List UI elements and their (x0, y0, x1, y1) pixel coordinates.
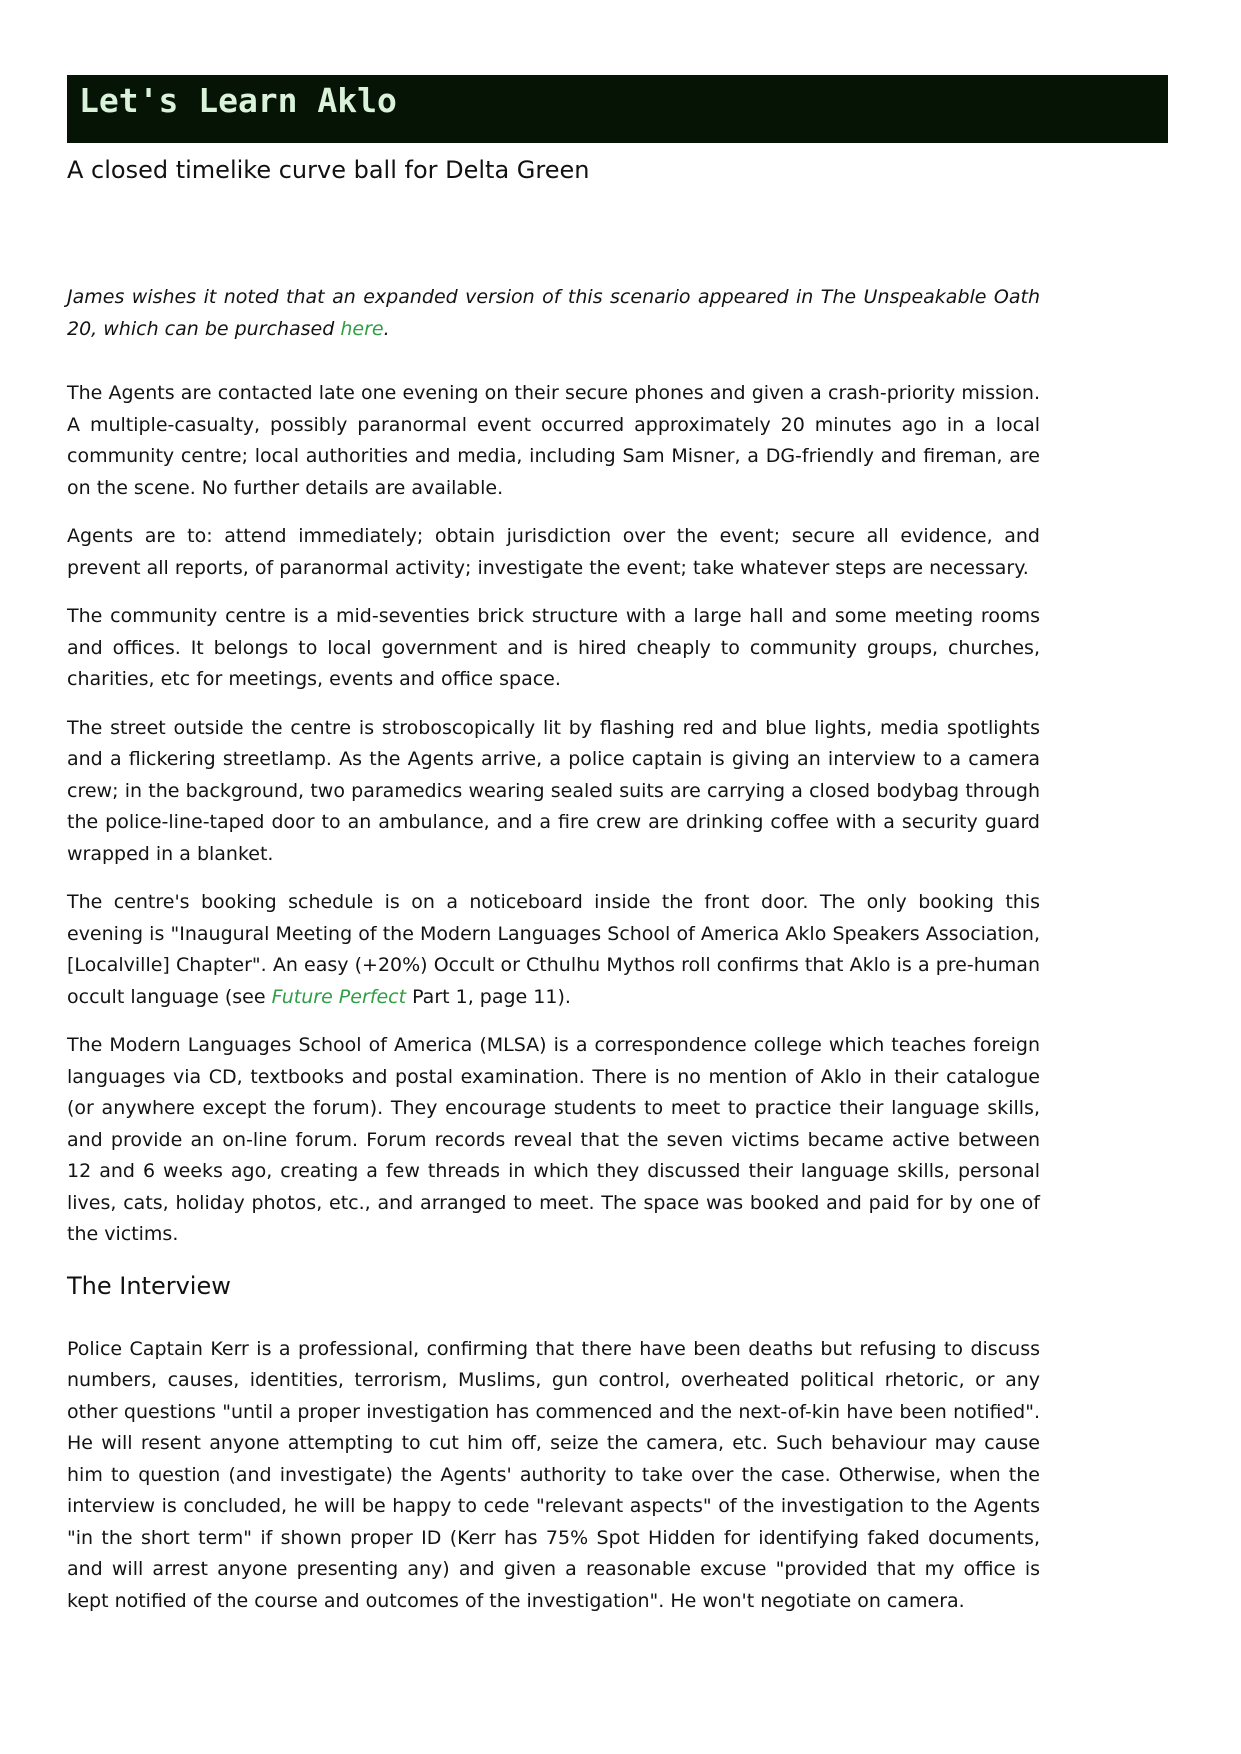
purchase-here-link[interactable]: here (340, 317, 384, 340)
paragraph-captain-kerr: Police Captain Kerr is a professional, confirming that there have been deaths but refusing to discuss numbers, causes, identities, terrorism, Muslims, gun control, overheated political rhetoric, or any other questions "until a proper investigation has commenced and the next-of-kin have been notified". He will resent anyone attempting to cut him off, seize the camera, etc. Such behaviour may cause him to question (and investigate) the Agents' authority to take over the case. Otherwise, when the interview is concluded, he will be happy to cede "relevant aspects" of the investigation to the Agents "in the short term" if shown proper ID (Kerr has 75% Spot Hidden for identifying faked documents, and will arrest anyone presenting any) and given a reasonable excuse "provided that my office is kept notified of the course and outcomes of the investigation". He won't negotiate on camera. (67, 1337, 1040, 1612)
paragraph-community-centre: The community centre is a mid-seventies brick structure with a large hall and some meeting rooms and offices. It belongs to local government and is hired cheaply to community groups, churches, charities, etc for meetings, events and office space. (67, 605, 1040, 690)
paragraph-booking-schedule (67, 887, 1040, 1013)
paragraph-mission-briefing: The Agents are contacted late one evening on their secure phones and given a crash-priority mission. A multiple-casualty, possibly paranormal event occurred approximately 20 minutes ago in a local community centre; local authorities and media, including Sam Misner, a DG-friendly and fireman, are on the scene. No further details are available. (67, 382, 1040, 499)
section-heading-interview: The Interview (67, 1271, 231, 1300)
booking-text-after: Part 1, page 11). (406, 985, 571, 1008)
page-banner-title: Let's Learn Aklo (79, 81, 397, 120)
article-body (67, 282, 1040, 1617)
future-perfect-link[interactable]: Future Perfect (271, 985, 407, 1008)
page-banner (67, 75, 1168, 143)
editor-note-period: . (383, 317, 390, 340)
content-column (67, 75, 1168, 1617)
paragraph-street-scene: The street outside the centre is stroboscopically lit by flashing red and blue lights, media spotlights and a flickering streetlamp. As the Agents arrive, a police captain is giving an interview to a camera crew; in the background, two paramedics wearing sealed suits are carrying a closed bodybag through the police-line-taped door to an ambulance, and a fire crew are drinking coffee with a security guard wrapped in a blanket. (67, 716, 1040, 865)
booking-text-before: The centre's booking schedule is on a noticeboard inside the front door. The only booking this evening is "Inaugural Meeting of the Modern Languages School of America Aklo Speakers Association, [Localville] Chapter". An easy (+20%) Occult or Cthulhu Mythos roll confirms that Aklo is a pre-human occult language (see (67, 891, 1040, 1008)
editor-note (67, 282, 1040, 345)
paragraph-agent-orders: Agents are to: attend immediately; obtain jurisdiction over the event; secure all evidence, and prevent all reports, of paranormal activity; investigate the event; take whatever steps are necessary. (67, 525, 1040, 579)
editor-note-text: James wishes it noted that an expanded version of this scenario appeared in The Unspeakable Oath 20, which can be purchased (67, 286, 1040, 340)
paragraph-mlsa: The Modern Languages School of America (MLSA) is a correspondence college which teaches foreign languages via CD, textbooks and postal examination. There is no mention of Aklo in their catalogue (or anywhere except the forum). They encourage students to meet to practice their language skills, and provide an on-line forum. Forum records reveal that the seven victims became active between 12 and 6 weeks ago, creating a few threads in which they discussed their language skills, personal lives, cats, holiday photos, etc., and arranged to meet. The space was booked and paid for by one of the victims. (67, 1034, 1040, 1245)
page-subtitle: A closed timelike curve ball for Delta Green (67, 156, 590, 184)
